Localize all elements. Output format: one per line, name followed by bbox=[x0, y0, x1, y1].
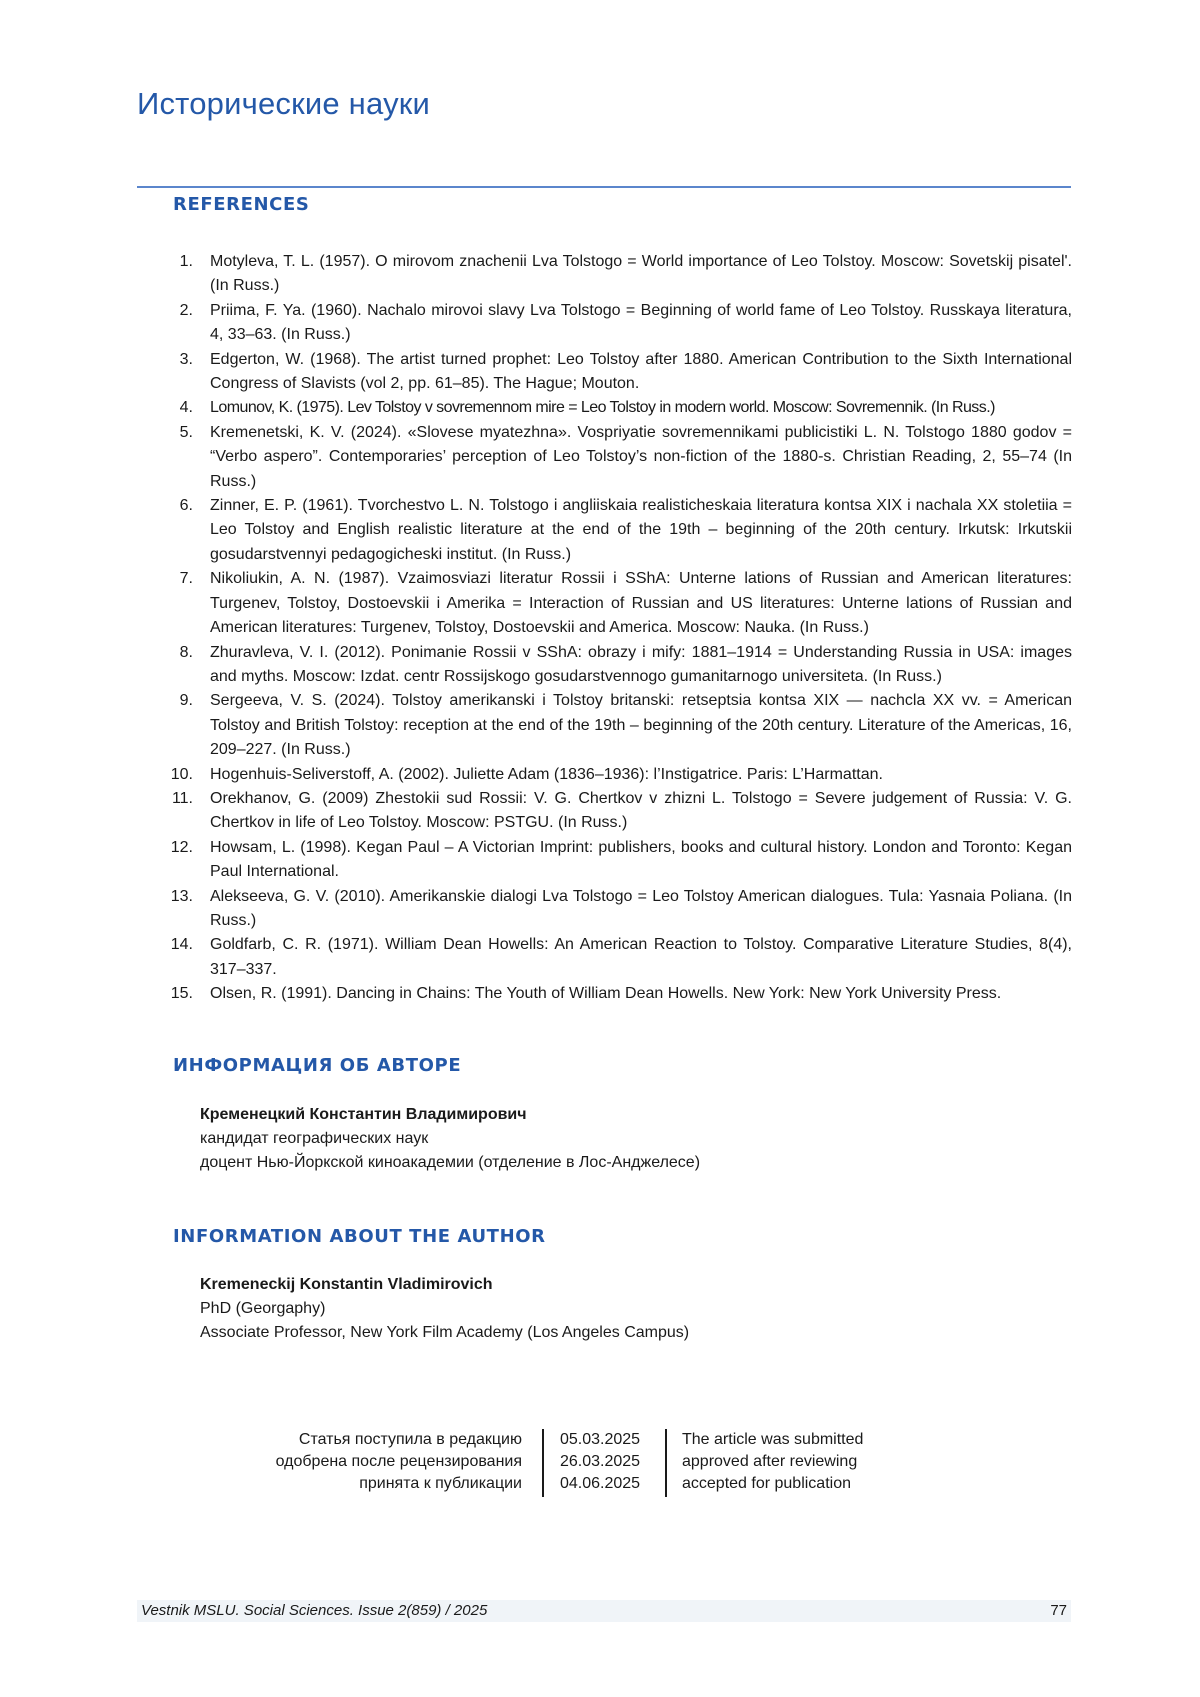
reference-item bbox=[160, 494, 1072, 567]
reference-text: Nikoliukin, A. N. (1987). Vzaimosviazi literatur Rossii i SShA: Unterne lations of Russian and American literatures: Turgenev, Tolstoy, Dostoevskii i Amerika = Interaction of Russian and US literatures: Unterne lations of Russian and American literatures: Turgenev, Tolstoy, Dostoevskii and America. Moscow: Nauka. (In Russ.) bbox=[210, 570, 1072, 636]
reference-number: 12. bbox=[160, 836, 193, 860]
reference-item bbox=[160, 299, 1072, 348]
reference-number: 2. bbox=[160, 299, 193, 323]
reference-text: Motyleva, T. L. (1957). O mirovom znachenii Lva Tolstogo = World importance of Leo Tolstoy. Moscow: Sovetskij pisatel'. (In Russ.) bbox=[210, 253, 1072, 294]
author-info-ru-title: ИНФОРМАЦИЯ ОБ АВТОРЕ bbox=[173, 1055, 461, 1076]
reference-number: 9. bbox=[160, 689, 193, 713]
reference-number: 3. bbox=[160, 348, 193, 372]
date-value: 26.03.2025 bbox=[544, 1451, 656, 1473]
date-label-en: approved after reviewing bbox=[682, 1451, 962, 1473]
reference-number: 8. bbox=[160, 641, 193, 665]
reference-text: Zinner, E. P. (1961). Tvorchestvo L. N. Tolstogo i angliiskaia realisticheskaia literatura kontsa XIX i nachala XX stoletiia = Leo Tolstoy and English realistic literature at the end of the 19th – beginning of the 20th century. Irkutsk: Irkutskii gosudarstvennyi pedagogicheski institut. (In Russ.) bbox=[210, 497, 1072, 563]
page-number: 77 bbox=[1050, 1602, 1067, 1619]
author-name-ru: Кременецкий Константин Владимирович bbox=[200, 1103, 700, 1127]
reference-item bbox=[160, 689, 1072, 762]
reference-number: 13. bbox=[160, 885, 193, 909]
author-position-ru: доцент Нью-Йоркской киноакадемии (отделение в Лос-Анджелесе) bbox=[200, 1151, 700, 1175]
reference-text: Sergeeva, V. S. (2024). Tolstoy amerikanski i Tolstoy britanski: retseptsia kontsa XIX — nachcla XX vv. = American Tolstoy and British Tolstoy: reception at the end of the 19th – beginning of the 20th century. Literature of the Americas, 16, 209–227. (In Russ.) bbox=[210, 692, 1072, 758]
references-title: REFERENCES bbox=[173, 194, 309, 215]
date-label-ru: одобрена после рецензирования bbox=[200, 1451, 522, 1473]
reference-number: 10. bbox=[160, 763, 193, 787]
reference-text: Edgerton, W. (1968). The artist turned prophet: Leo Tolstoy after 1880. American Contribution to the Sixth International Congress of Slavists (vol 2, pp. 61–85). The Hague; Mouton. bbox=[210, 351, 1072, 392]
reference-text: Zhuravleva, V. I. (2012). Ponimanie Rossii v SShA: obrazy i mify: 1881–1914 = Understanding Russia in USA: images and myths. Moscow: Izdat. centr Rossijskogo gosudarstvennogo gumanitarnogo universiteta. (In Russ.) bbox=[210, 644, 1072, 685]
date-value: 04.06.2025 bbox=[544, 1473, 656, 1495]
section-header: Исторические науки bbox=[137, 86, 430, 122]
author-name-en: Kremeneckij Konstantin Vladimirovich bbox=[200, 1273, 689, 1297]
reference-number: 4. bbox=[160, 396, 193, 420]
reference-item bbox=[160, 348, 1072, 397]
reference-item bbox=[160, 250, 1072, 299]
reference-item bbox=[160, 396, 1072, 420]
reference-text: Howsam, L. (1998). Kegan Paul – A Victorian Imprint: publishers, books and cultural history. London and Toronto: Kegan Paul International. bbox=[210, 839, 1072, 880]
reference-item bbox=[160, 982, 1072, 1006]
date-label-en: accepted for publication bbox=[682, 1473, 962, 1495]
reference-item bbox=[160, 567, 1072, 640]
reference-item bbox=[160, 933, 1072, 982]
dates-en-column bbox=[682, 1429, 962, 1495]
reference-number: 7. bbox=[160, 567, 193, 591]
author-position-en: Associate Professor, New York Film Academy (Los Angeles Campus) bbox=[200, 1321, 689, 1345]
reference-number: 6. bbox=[160, 494, 193, 518]
dates-value-column bbox=[544, 1429, 656, 1495]
reference-text: Olsen, R. (1991). Dancing in Chains: The Youth of William Dean Howells. New York: New York University Press. bbox=[210, 985, 1001, 1002]
reference-text: Hogenhuis-Seliverstoff, A. (2002). Juliette Adam (1836–1936): l’Instigatrice. Paris: L’Harmattan. bbox=[210, 766, 883, 783]
dates-ru-column bbox=[200, 1429, 522, 1495]
date-label-ru: Статья поступила в редакцию bbox=[200, 1429, 522, 1451]
dates-divider-right bbox=[665, 1429, 667, 1497]
reference-text: Alekseeva, G. V. (2010). Amerikanskie dialogi Lva Tolstogo = Leo Tolstoy American dialogues. Tula: Yasnaia Poliana. (In Russ.) bbox=[210, 888, 1072, 929]
reference-number: 15. bbox=[160, 982, 193, 1006]
date-label-en: The article was submitted bbox=[682, 1429, 962, 1451]
reference-item bbox=[160, 787, 1072, 836]
author-degree-en: PhD (Georgaphy) bbox=[200, 1297, 689, 1321]
header-divider bbox=[137, 186, 1071, 188]
references-list bbox=[160, 250, 1072, 1007]
author-degree-ru: кандидат географических наук bbox=[200, 1127, 700, 1151]
footer-journal: Vestnik MSLU. Social Sciences. Issue 2(859) / 2025 bbox=[141, 1602, 487, 1619]
reference-number: 5. bbox=[160, 421, 193, 445]
reference-item bbox=[160, 641, 1072, 690]
reference-text: Orekhanov, G. (2009) Zhestokii sud Rossii: V. G. Chertkov v zhizni L. Tolstogo = Severe judgement of Russia: V. G. Chertkov in life of Leo Tolstoy. Moscow: PSTGU. (In Russ.) bbox=[210, 790, 1072, 831]
reference-item bbox=[160, 421, 1072, 494]
author-info-en bbox=[200, 1273, 689, 1345]
reference-item bbox=[160, 836, 1072, 885]
reference-number: 14. bbox=[160, 933, 193, 957]
reference-number: 1. bbox=[160, 250, 193, 274]
reference-item bbox=[160, 763, 1072, 787]
reference-number: 11. bbox=[160, 787, 193, 811]
reference-text: Priima, F. Ya. (1960). Nachalo mirovoi slavy Lva Tolstogo = Beginning of world fame of Leo Tolstoy. Russkaya literatura, 4, 33–63. (In Russ.) bbox=[210, 302, 1072, 343]
reference-text: Goldfarb, C. R. (1971). William Dean Howells: An American Reaction to Tolstoy. Comparative Literature Studies, 8(4), 317–337. bbox=[210, 936, 1072, 977]
reference-text: Kremenetski, K. V. (2024). «Slovese myatezhna». Vospriyatie sovremennikami publicistiki L. N. Tolstogo 1880 godov = “Verbo aspero”. Contemporaries’ perception of Leo Tolstoy’s non-fiction of the 1880-s. Christian Reading, 2, 55–74 (In Russ.) bbox=[210, 424, 1072, 490]
reference-item bbox=[160, 885, 1072, 934]
date-value: 05.03.2025 bbox=[544, 1429, 656, 1451]
author-info-ru bbox=[200, 1103, 700, 1175]
author-info-en-title: INFORMATION ABOUT THE AUTHOR bbox=[173, 1226, 546, 1247]
reference-text: Lomunov, K. (1975). Lev Tolstoy v sovremennom mire = Leo Tolstoy in modern world. Moscow: Sovremennik. (In Russ.) bbox=[210, 399, 995, 416]
publication-dates bbox=[200, 1429, 960, 1499]
date-label-ru: принята к публикации bbox=[200, 1473, 522, 1495]
